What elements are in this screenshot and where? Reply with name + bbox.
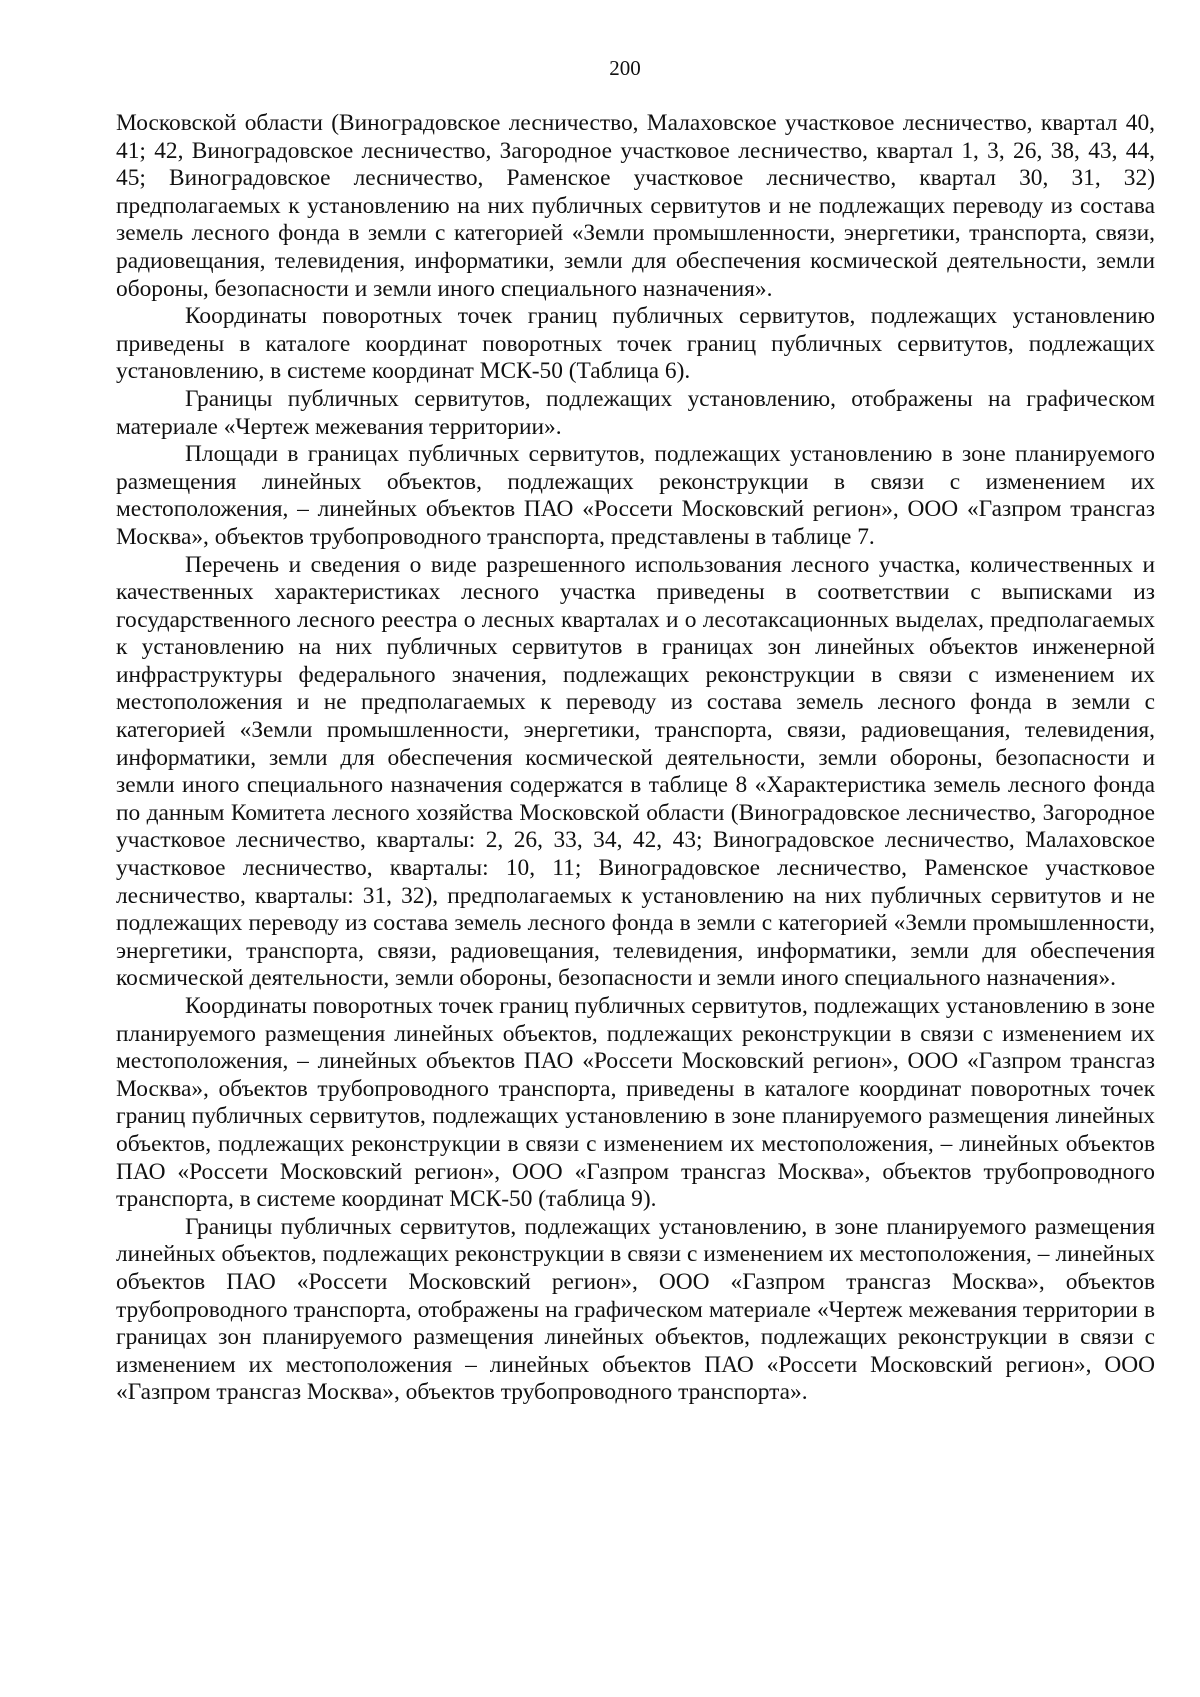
- paragraph-coordinates-table-9: Координаты поворотных точек границ публичных сервитутов, подлежащих установлению в зоне планируемого размещения линейных объектов, подлежащих реконструкции в связи с изменением их местоположения, – линейных объектов ПАО «Россети Московский регион», ООО «Газпром трансгаз Москва», объектов трубопроводного транспорта, приведены в каталоге координат поворотных точек границ публичных сервитутов, подлежащих установлению в зоне планируемого размещения линейных объектов, подлежащих реконструкции в связи с изменением их местоположения, – линейных объектов ПАО «Россети Московский регион», ООО «Газпром трансгаз Москва», объектов трубопроводного транспорта, в системе координат МСК-50 (таблица 9).: [116, 993, 1155, 1213]
- page-number: 200: [609, 56, 641, 80]
- document-body: [116, 110, 1155, 1407]
- paragraph-coordinates-table-6: Координаты поворотных точек границ публичных сервитутов, подлежащих установлению приведены в каталоге координат поворотных точек границ публичных сервитутов, подлежащих установлению, в системе координат МСК-50 (Таблица 6).: [116, 303, 1155, 385]
- paragraph-boundaries-graphic-material: Границы публичных сервитутов, подлежащих установлению, в зоне планируемого размещения линейных объектов, подлежащих реконструкции в связи с изменением их местоположения, – линейных объектов ПАО «Россети Московский регион», ООО «Газпром трансгаз Москва», объектов трубопроводного транспорта, отображены на графическом материале «Чертеж межевания территории в границах зон планируемого размещения линейных объектов, подлежащих реконструкции в связи с изменением их местоположения – линейных объектов ПАО «Россети Московский регион», ООО «Газпром трансгаз Москва», объектов трубопроводного транспорта».: [116, 1213, 1155, 1406]
- paragraph-forest-list-table-8: Перечень и сведения о виде разрешенного использования лесного участка, количественных и качественных характеристиках лесного участка приведены в соответствии с выписками из государственного лесного реестра о лесных кварталах и о лесотаксационных выделах, предполагаемых к установлению на них публичных сервитутов в границах зон линейных объектов инженерной инфраструктуры федерального значения, подлежащих реконструкции в связи с изменением их местоположения и не предполагаемых к переводу из состава земель лесного фонда в земли с категорией «Земли промышленности, энергетики, транспорта, связи, радиовещания, телевидения, информатики, земли для обеспечения космической деятельности, земли обороны, безопасности и земли иного специального назначения содержатся в таблице 8 «Характеристика земель лесного фонда по данным Комитета лесного хозяйства Московской области (Виноградовское лесничество, Загородное участковое лесничество, кварталы: 2, 26, 33, 34, 42, 43; Виноградовское лесничество, Малаховское участковое лесничество, кварталы: 10, 11; Виноградовское лесничество, Раменское участковое лесничество, кварталы: 31, 32), предполагаемых к установлению на них публичных сервитутов и не подлежащих переводу из состава земель лесного фонда в земли с категорией «Земли промышленности, энергетики, транспорта, связи, радиовещания, телевидения, информатики, земли для обеспечения космической деятельности, земли обороны, безопасности и земли иного специального назначения».: [116, 551, 1155, 992]
- paragraph-boundaries-drawing: Границы публичных сервитутов, подлежащих установлению, отображены на графическом материале «Чертеж межевания территории».: [116, 385, 1155, 440]
- paragraph-continuation: Московской области (Виноградовское лесничество, Малаховское участковое лесничество, квартал 40, 41; 42, Виноградовское лесничество, Загородное участковое лесничество, квартал 1, 3, 26, 38, 43, 44, 45; Виноградовское лесничество, Раменское участковое лесничество, квартал 30, 31, 32) предполагаемых к установлению на них публичных сервитутов и не подлежащих переводу из состава земель лесного фонда в земли с категорией «Земли промышленности, энергетики, транспорта, связи, радиовещания, телевидения, информатики, земли для обеспечения космической деятельности, земли обороны, безопасности и земли иного специального назначения».: [116, 110, 1155, 302]
- paragraph-areas-table-7: Площади в границах публичных сервитутов, подлежащих установлению в зоне планируемого размещения линейных объектов, подлежащих реконструкции в связи с изменением их местоположения, – линейных объектов ПАО «Россети Московский регион», ООО «Газпром трансгаз Москва», объектов трубопроводного транспорта, представлены в таблице 7.: [116, 441, 1155, 550]
